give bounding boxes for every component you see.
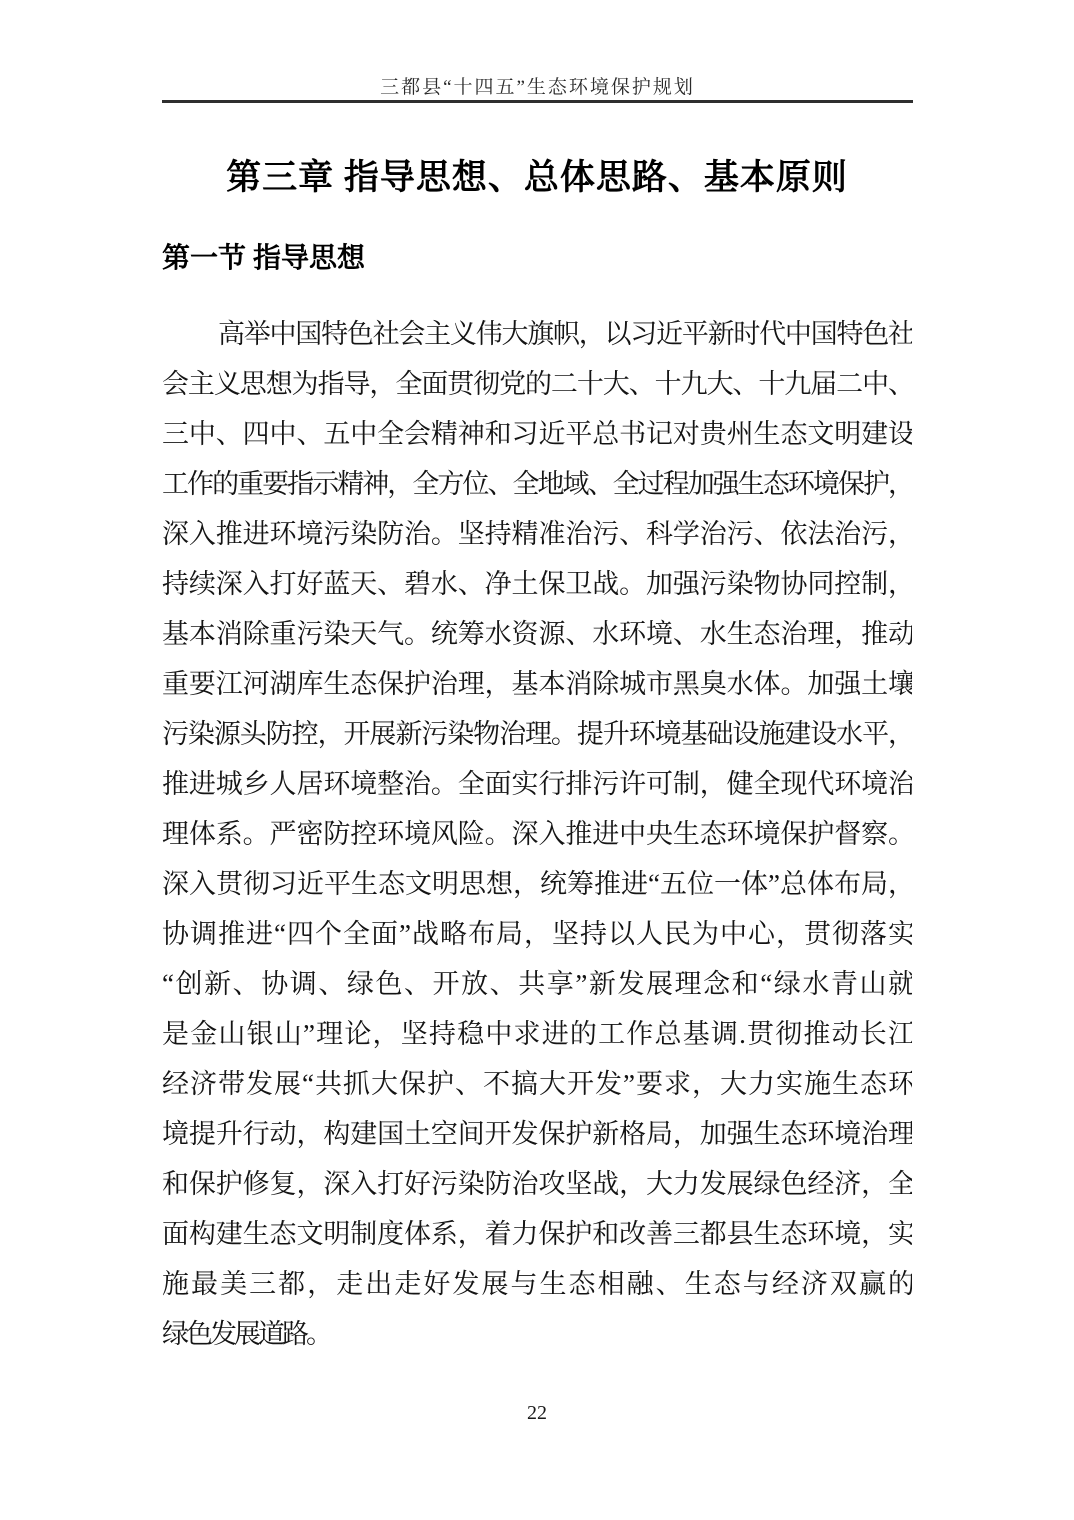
section-title: 第一节 指导思想 <box>162 243 366 274</box>
paragraph-line: 协调推进“四个全面”战略布局，坚持以人民为中心，贯彻落实 <box>162 919 912 949</box>
paragraph-line: 污染源头防控，开展新污染物治理。提升环境基础设施建设水平， <box>162 719 912 749</box>
paragraph-line: “创新、协调、绿色、开放、共享”新发展理念和“绿水青山就 <box>162 969 912 999</box>
paragraph-line: 重要江河湖库生态保护治理，基本消除城市黑臭水体。加强土壤 <box>162 669 912 699</box>
paragraph-line: 三中、四中、五中全会精神和习近平总书记对贵州生态文明建设 <box>162 419 912 449</box>
paragraph-line: 深入贯彻习近平生态文明思想，统筹推进“五位一体”总体布局， <box>162 869 912 899</box>
paragraph-line: 是金山银山”理论，坚持稳中求进的工作总基调.贯彻推动长江 <box>162 1019 912 1049</box>
paragraph-line: 工作的重要指示精神，全方位、全地域、全过程加强生态环境保护， <box>162 469 912 499</box>
page-number: 22 <box>527 1402 547 1424</box>
paragraph-line: 经济带发展“共抓大保护、不搞大开发”要求，大力实施生态环 <box>162 1069 912 1099</box>
paragraph-line: 持续深入打好蓝天、碧水、净土保卫战。加强污染物协同控制， <box>162 569 912 599</box>
paragraph-line: 深入推进环境污染防治。坚持精准治污、科学治污、依法治污， <box>162 519 912 549</box>
chapter-title: 第三章 指导思想、总体思路、基本原则 <box>226 158 848 197</box>
header-rule <box>162 100 913 103</box>
document-header-title: 三都县“十四五”生态环境保护规划 <box>380 77 695 98</box>
paragraph-line: 面构建生态文明制度体系，着力保护和改善三都县生态环境，实 <box>162 1219 912 1249</box>
paragraph-line: 境提升行动，构建国土空间开发保护新格局，加强生态环境治理 <box>162 1119 912 1149</box>
paragraph-line: 施最美三都，走出走好发展与生态相融、生态与经济双赢的 <box>162 1269 912 1299</box>
paragraph-line: 基本消除重污染天气。统筹水资源、水环境、水生态治理，推动 <box>162 619 912 649</box>
paragraph-line: 理体系。严密防控环境风险。深入推进中央生态环境保护督察。 <box>162 819 912 849</box>
paragraph-line: 高举中国特色社会主义伟大旗帜，以习近平新时代中国特色社 <box>218 319 912 349</box>
paragraph-line: 会主义思想为指导，全面贯彻党的二十大、十九大、十九届二中、 <box>162 369 912 399</box>
paragraph-line: 推进城乡人居环境整治。全面实行排污许可制，健全现代环境治 <box>162 769 912 799</box>
paragraph-line: 绿色发展道路。 <box>162 1319 330 1349</box>
paragraph-line: 和保护修复，深入打好污染防治攻坚战，大力发展绿色经济，全 <box>162 1169 912 1199</box>
body-paragraph <box>162 309 912 1359</box>
